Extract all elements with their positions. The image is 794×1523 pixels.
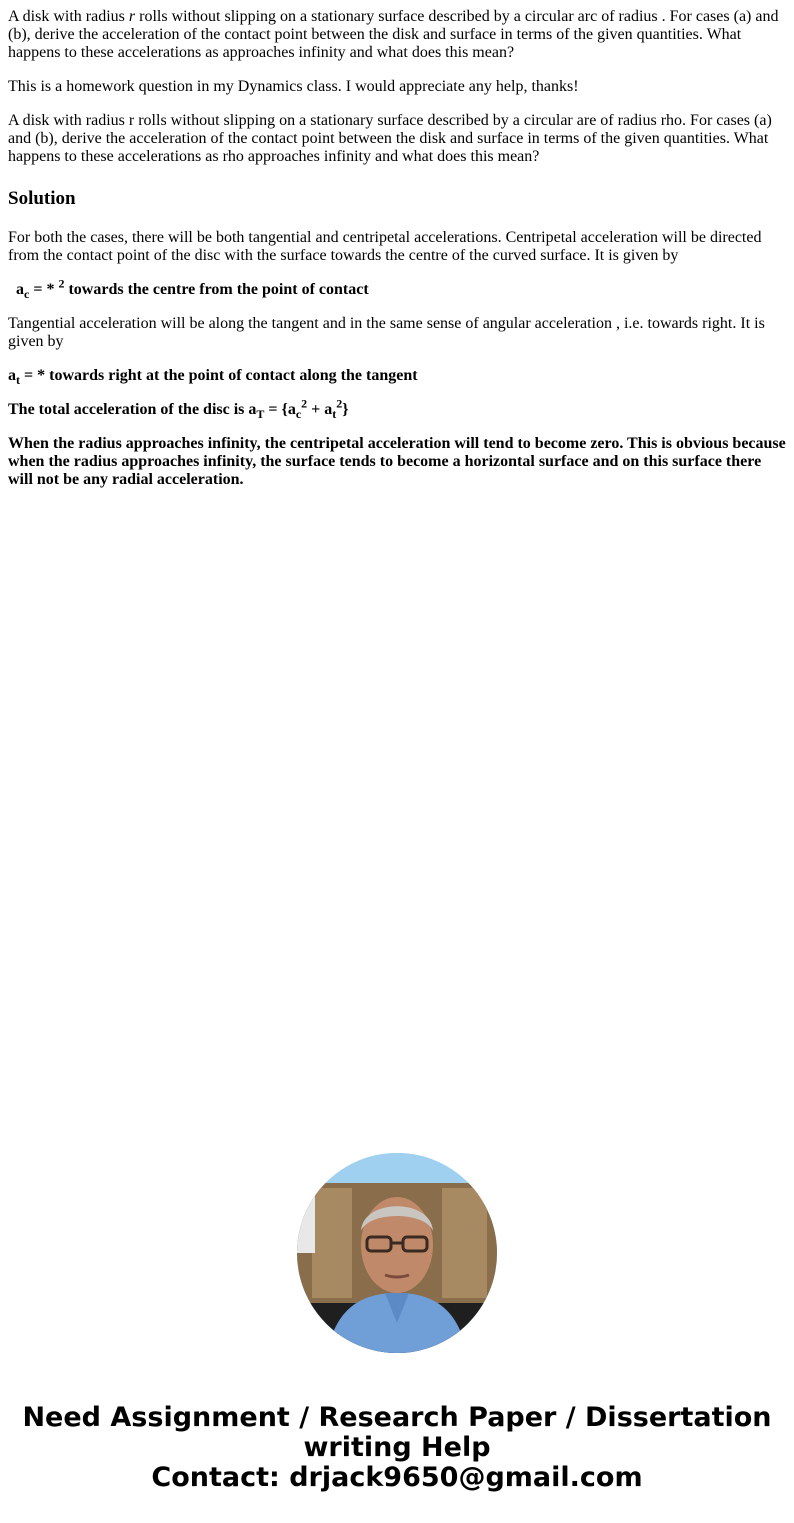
tangential-intro: Tangential acceleration will be along the tangent and in the same sense of angular acceleration , i.e. towards right. It is given by bbox=[8, 315, 765, 350]
footer-line-1: Need Assignment / Research Paper / Dissertation bbox=[22, 1402, 772, 1433]
solution-intro: For both the cases, there will be both tangential and centripetal accelerations. Centripetal acceleration will be directed from the contact point of the disc with the surface towards the centre of the curved surface. It is given by bbox=[8, 229, 762, 264]
question-paragraph-1 bbox=[8, 8, 788, 62]
total-mid-1: = {a bbox=[264, 401, 296, 418]
author-portrait-image bbox=[297, 1153, 497, 1353]
centripetal-formula bbox=[8, 276, 788, 302]
total-acceleration-formula bbox=[8, 396, 788, 422]
ac-base: a bbox=[16, 281, 24, 298]
ac-subscript: c bbox=[24, 287, 30, 302]
footer-contact-email: Contact: drjack9650@gmail.com bbox=[151, 1462, 643, 1493]
tangential-formula bbox=[8, 367, 788, 388]
at-tail: = * towards right at the point of contact along the tangent bbox=[20, 367, 418, 384]
total-subscript-T: T bbox=[256, 407, 265, 422]
footer-line-2: writing Help bbox=[303, 1432, 491, 1463]
ac-mid: = * bbox=[29, 281, 59, 298]
solution-conclusion: When the radius approaches infinity, the centripetal acceleration will tend to become zero. This is obvious because when the radius approaches infinity, the surface tends to become a horizontal surface and on this surface there will not be any radial acceleration. bbox=[8, 435, 786, 488]
question-paragraph-2: This is a homework question in my Dynamics class. I would appreciate any help, thanks! bbox=[8, 78, 579, 95]
solution-heading: Solution bbox=[8, 188, 76, 209]
at-subscript: t bbox=[16, 373, 20, 388]
total-superscript-t: 2 bbox=[336, 396, 343, 411]
question-text: A disk with radius bbox=[8, 8, 129, 25]
total-superscript-c: 2 bbox=[301, 396, 308, 411]
contact-footer bbox=[0, 1403, 794, 1493]
total-lead: The total acceleration of the disc is a bbox=[8, 401, 257, 418]
ac-tail: towards the centre from the point of contact bbox=[64, 281, 369, 298]
at-base: a bbox=[8, 367, 16, 384]
page-content bbox=[8, 8, 788, 505]
radius-variable: r bbox=[128, 8, 136, 25]
total-subscript-c: c bbox=[295, 407, 302, 422]
author-avatar bbox=[297, 1153, 497, 1353]
total-end: } bbox=[342, 401, 349, 418]
ac-superscript: 2 bbox=[58, 276, 65, 291]
total-subscript-t: t bbox=[332, 407, 337, 422]
question-paragraph-3: A disk with radius r rolls without slipping on a stationary surface described by a circular are of radius rho. For cases (a) and (b), derive the acceleration of the contact point between the disk and surface in terms of the given quantities. What happens to these accelerations as rho approaches infinity and what does this mean? bbox=[8, 112, 772, 165]
total-mid-2: + a bbox=[307, 401, 333, 418]
question-text-continued: rolls without slipping on a stationary surface described by a circular arc of radius . For cases (a) and (b), derive the acceleration of the contact point between the disk and surface in terms of the given quantities. What happens to these accelerations as approaches infinity and what does this mean? bbox=[8, 8, 779, 61]
